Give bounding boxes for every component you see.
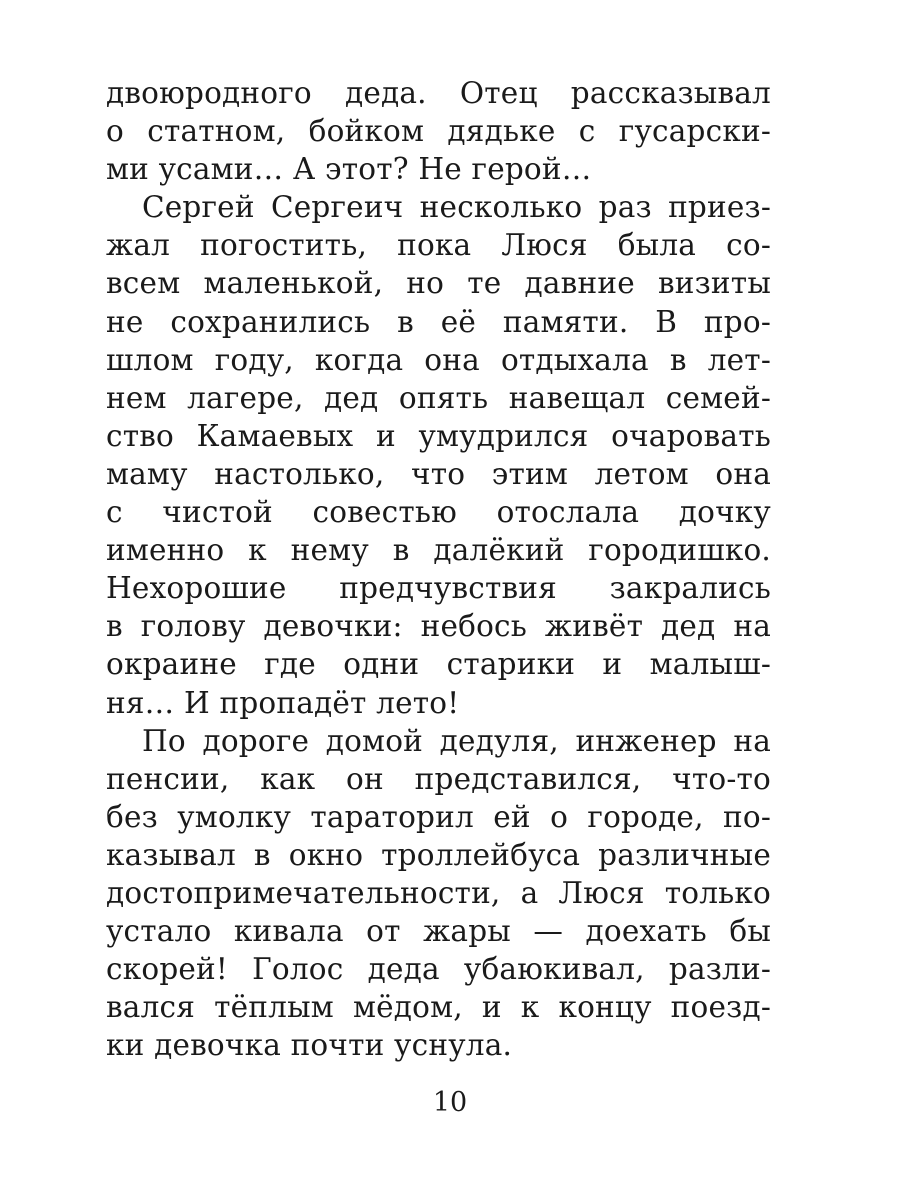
text-line: ня… И пропадёт лето!	[106, 685, 460, 720]
text-line: Нехорошие предчувствия закрались	[106, 571, 771, 606]
text-line: Сергей Сергеич несколько раз приез-	[142, 190, 771, 225]
text-line: именно к нему в далёкий городишко.	[106, 533, 771, 568]
text-line: окраине где одни старики и малыш-	[106, 647, 771, 682]
text-line: нем лагере, дед опять навещал семей-	[106, 380, 771, 415]
page-body	[106, 74, 771, 1064]
text-line: о статном, бойком дядьке с гусарски-	[106, 114, 771, 149]
text-line: маму настолько, что этим летом она	[106, 456, 771, 491]
paragraph	[106, 722, 771, 1065]
text-line: в голову девочки: небось живёт дед на	[106, 609, 771, 644]
text-line: ки девочка почти уснула.	[106, 1028, 513, 1063]
text-line: без умолку тараторил ей о городе, по-	[106, 799, 771, 834]
text-line: вался тёплым мёдом, и к концу поезд-	[106, 990, 771, 1025]
text-line: ми усами… А этот? Не герой…	[106, 152, 592, 187]
paragraph	[106, 74, 771, 188]
text-line: шлом году, когда она отдыхала в лет-	[106, 342, 771, 377]
text-line: По дороге домой дедуля, инженер на	[142, 723, 771, 758]
text-line: казывал в окно троллейбуса различные	[106, 837, 771, 872]
paragraph	[106, 188, 771, 721]
text-line: устало кивала от жары — доехать бы	[106, 914, 771, 949]
text-line: скорей! Голос деда убаюкивал, разли-	[106, 952, 771, 987]
text-line: с чистой совестью отослала дочку	[106, 495, 771, 530]
text-line: пенсии, как он представился, что-то	[106, 761, 771, 796]
text-line: не сохранились в её памяти. В про-	[106, 304, 771, 339]
text-line: всем маленькой, но те давние визиты	[106, 266, 771, 301]
text-line: двоюродного деда. Отец рассказывал	[106, 76, 771, 110]
text-line: ство Камаевых и умудрился очаровать	[106, 418, 771, 453]
text-line: достопримечательности, а Люся только	[106, 875, 771, 910]
page-number: 10	[432, 1087, 468, 1118]
text-line: жал погостить, пока Люся была со-	[106, 228, 771, 263]
